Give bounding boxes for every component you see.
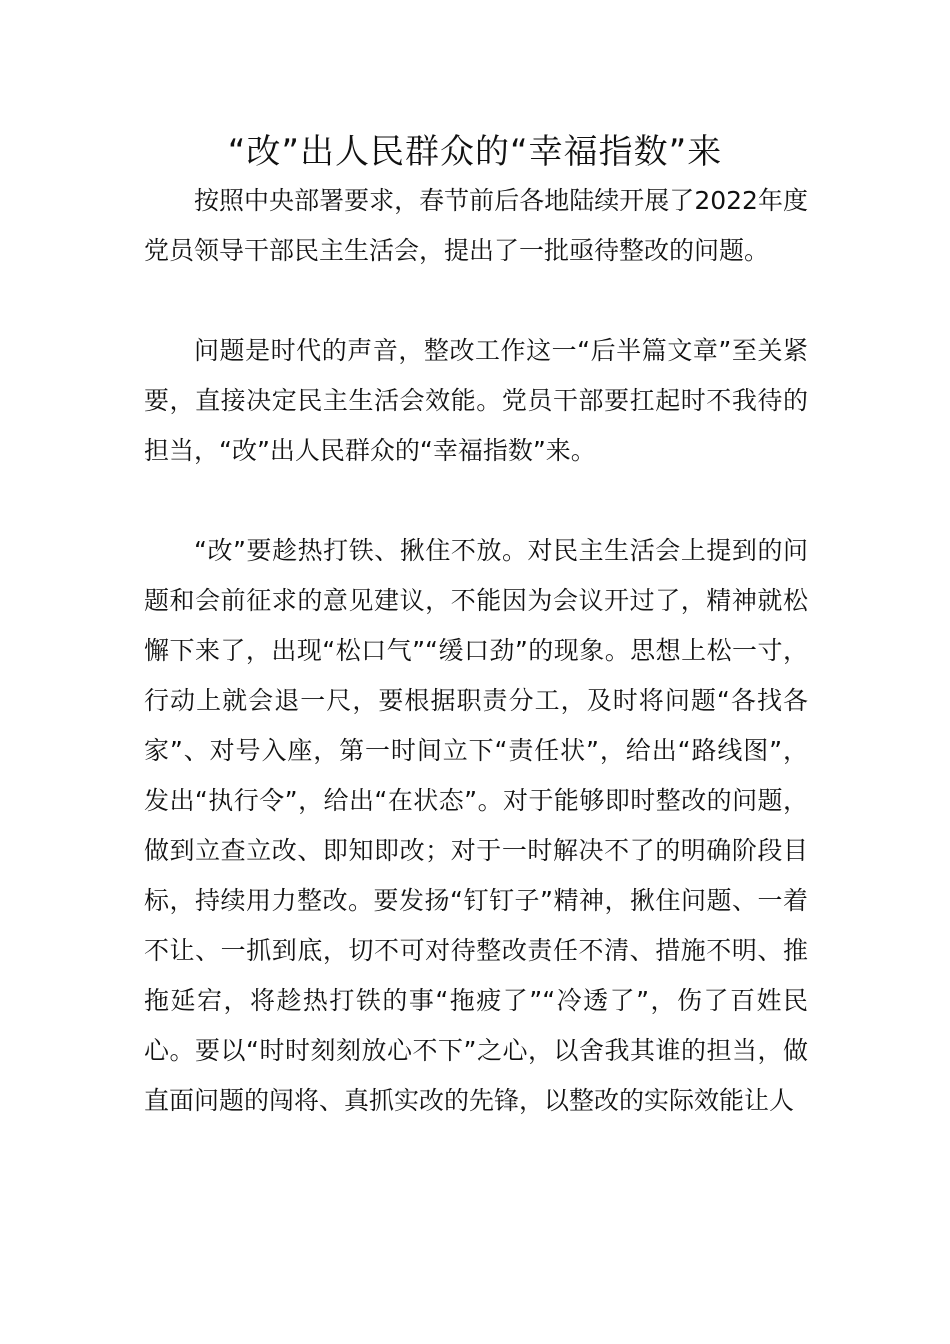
paragraph-2: 问题是时代的声音，整改工作这一“后半篇文章”至关紧要，直接决定民主生活会效能。党员干部要扛起时不我待的担当，“改”出人民群众的“幸福指数”来。 (144, 336, 808, 465)
document-title: “改”出人民群众的“幸福指数”来 (227, 132, 723, 172)
paragraph-3: “改”要趁热打铁、揪住不放。对民主生活会上提到的问题和会前征求的意见建议，不能因为会议开过了，精神就松懈下来了，出现“松口气”“缓口劲”的现象。思想上松一寸，行动上就会退一尺，要根据职责分工，及时将问题“各找各家”、对号入座，第一时间立下“责任状”，给出“路线图”，发出“执行令”，给出“在状态”。对于能够即时整改的问题，做到立查立改、即知即改；对于一时解决不了的明确阶段目标，持续用力整改。要发扬“钉钉子”精神，揪住问题、一着不让、一抓到底，切不可对待整改责任不清、措施不明、推拖延宕，将趁热打铁的事“拖疲了”“冷透了”，伤了百姓民心。要以“时时刻刻放心不下”之心，以舍我其谁的担当，做直面问题的闯将、真抓实改的先锋，以整改的实际效能让人 (144, 536, 808, 1115)
document-body (144, 176, 808, 1126)
paragraph-1: 按照中央部署要求，春节前后各地陆续开展了2022年度党员领导干部民主生活会，提出了一批亟待整改的问题。 (144, 186, 808, 265)
